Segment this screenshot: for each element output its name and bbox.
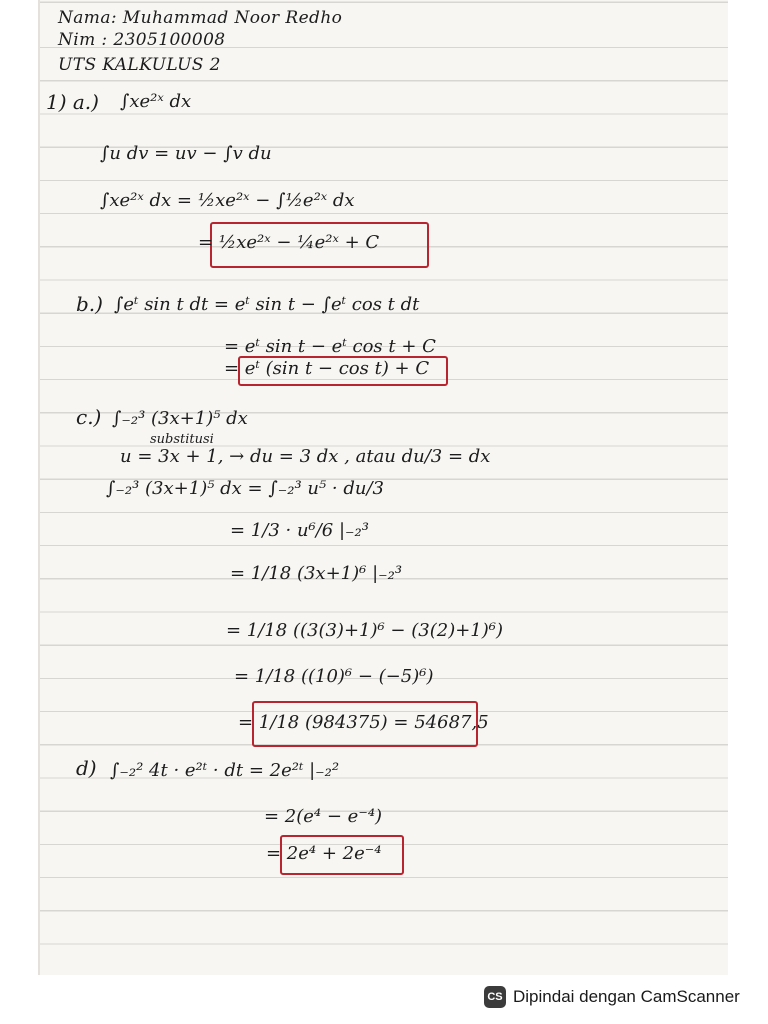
problem-c-step1: ∫₋₂³ (3x+1)⁵ dx = ∫₋₂³ u⁵ · du/3 (106, 478, 384, 499)
problem-d-label: d) (76, 756, 97, 780)
problem-d-step1: ∫₋₂² 4t · e²ᵗ · dt = 2e²ᵗ |₋₂² (110, 760, 340, 781)
problem-d-step2: = 2(e⁴ − e⁻⁴) (264, 806, 383, 827)
camscanner-logo-icon: CS (484, 986, 506, 1008)
problem-c-step2: = 1/3 · u⁶/6 |₋₂³ (230, 520, 369, 541)
page-margin-line (38, 0, 40, 975)
problem-c-label: c.) (76, 405, 102, 429)
student-name: Nama: Muhammad Noor Redho (58, 8, 343, 28)
notebook-page (38, 0, 728, 975)
problem-a-parts-formula: ∫u dv = uv − ∫v du (100, 143, 272, 164)
problem-c-step5: = 1/18 ((10)⁶ − (−5)⁶) (234, 666, 434, 687)
problem-c-substitution: u = 3x + 1, → du = 3 dx , atau du/3 = dx (120, 446, 491, 467)
problem-c-step4: = 1/18 ((3(3)+1)⁶ − (3(2)+1)⁶) (226, 620, 504, 641)
problem-b-step2: = eᵗ sin t − eᵗ cos t + C (224, 336, 436, 357)
camscanner-watermark-text: Dipindai dengan CamScanner (513, 987, 740, 1006)
problem-a-integral: ∫xe²ˣ dx (120, 91, 192, 112)
problem-c-substitution-note: substitusi (150, 432, 214, 447)
problem-b-answer: = eᵗ (sin t − cos t) + C (224, 358, 430, 379)
exam-title: UTS KALKULUS 2 (58, 55, 221, 75)
problem-a-answer: = ½xe²ˣ − ¼e²ˣ + C (198, 232, 380, 253)
problem-c-step3: = 1/18 (3x+1)⁶ |₋₂³ (230, 563, 403, 584)
problem-a-step: ∫xe²ˣ dx = ½xe²ˣ − ∫½e²ˣ dx (100, 190, 355, 211)
problem-b-label: b.) (76, 292, 103, 316)
student-id: Nim : 2305100008 (58, 30, 226, 50)
problem-c-integral: ∫₋₂³ (3x+1)⁵ dx (112, 408, 248, 429)
problem-a-label: 1) a.) (46, 90, 99, 114)
problem-d-answer: = 2e⁴ + 2e⁻⁴ (266, 843, 382, 864)
problem-c-answer: = 1/18 (984375) = 54687,5 (238, 712, 489, 733)
problem-b-step: ∫eᵗ sin t dt = eᵗ sin t − ∫eᵗ cos t dt (114, 294, 420, 315)
